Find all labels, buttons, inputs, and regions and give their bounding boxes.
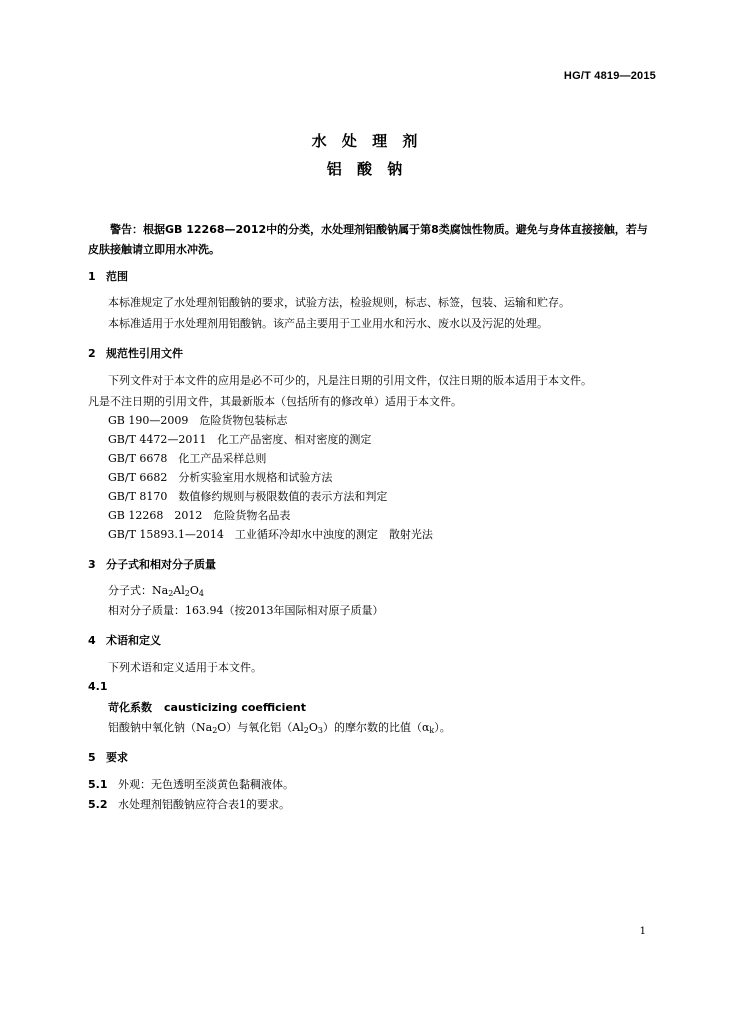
term-en: causticizing coefficient [164,701,306,714]
section-2-intro-1: 下列文件对于本文件的应用是必不可少的，凡是注日期的引用文件，仅注日期的版本适用于本文件。 [108,374,592,387]
reference-item: GB/T 15893.1—2014 工业循环冷却水中浊度的测定 散射光法 [108,528,433,541]
title-line-2: 铝 酸 钠 [326,160,408,178]
reference-item: GB/T 6682 分析实验室用水规格和试验方法 [108,471,333,484]
clause-5-2 [88,796,290,812]
section-1-title: 范围 [106,270,128,283]
section-2-heading [88,345,183,361]
reference-item: GB/T 8170 数值修约规则与极限数值的表示方法和判定 [108,490,388,503]
formula-subscript: 4 [198,589,204,598]
section-5-number: 5 [88,751,96,764]
formula-part: Al [173,584,185,597]
formula-part: Na [152,584,169,597]
clause-5-1-text: 外观：无色透明至淡黄色黏稠液体。 [118,778,294,791]
section-1-paragraph-1: 本标准规定了水处理剂铝酸钠的要求，试验方法，检验规则，标志、标签，包装、运输和贮存。 [108,296,570,309]
formula-subscript: 2 [168,589,174,598]
section-3-heading [88,556,216,572]
term-definition [108,719,451,735]
definition-part: ）。 [434,721,451,734]
section-2-intro-2: 凡是不注日期的引用文件，其最新版本（包括所有的修改单）适用于本文件。 [88,395,462,408]
definition-subscript: 2 [212,726,218,735]
standard-code: HG/T 4819—2015 [563,70,656,82]
clause-5-1-number: 5.1 [88,778,108,791]
section-2-title: 规范性引用文件 [106,347,183,360]
definition-part: O [308,721,318,734]
definition-subscript: 2 [303,726,309,735]
definition-part: O）与氧化铝（Al [217,721,304,734]
section-4-number: 4 [88,634,96,647]
page-number: 1 [639,926,646,937]
molecular-mass: 相对分子质量：163.94（按2013年国际相对原子质量） [108,604,384,617]
section-2-number: 2 [88,347,96,360]
section-1-number: 1 [88,270,96,283]
section-3-number: 3 [88,558,96,571]
reference-item: GB 190—2009 危险货物包装标志 [108,414,288,427]
section-4-intro: 下列术语和定义适用于本文件。 [108,661,262,674]
definition-part: 铝酸钠中氧化钠（Na [108,721,213,734]
section-1-heading [88,268,128,284]
definition-subscript: 3 [317,726,323,735]
section-5-title: 要求 [106,751,128,764]
molecular-formula [108,582,204,598]
reference-item: GB 12268 2012 危险货物名品表 [108,509,291,522]
clause-5-1 [88,776,294,792]
section-1-paragraph-2: 本标准适用于水处理剂用铝酸钠。该产品主要用于工业用水和污水、废水以及污泥的处理。 [108,317,548,330]
formula-subscript: 2 [184,589,190,598]
formula-part: O [189,584,199,597]
section-4-title: 术语和定义 [106,634,161,647]
reference-item: GB/T 4472—2011 化工产品密度、相对密度的测定 [108,433,372,446]
clause-5-2-number: 5.2 [88,798,108,811]
warning-paragraph: 警告：根据GB 12268—2012中的分类，水处理剂铝酸钠属于第8类腐蚀性物质。避免与身体直接接触，若与皮肤接触请立即用水冲洗。 [88,223,648,256]
definition-subscript: k [429,726,435,735]
term-heading [108,699,306,715]
term-cn: 苛化系数 [108,701,152,714]
formula-label: 分子式： [108,584,152,597]
definition-part: ）的摩尔数的比值（α [322,721,430,734]
title-line-1: 水 处 理 剂 [311,132,423,150]
reference-item: GB/T 6678 化工产品采样总则 [108,452,267,465]
section-3-title: 分子式和相对分子质量 [106,558,216,571]
section-5-heading [88,749,128,765]
subsection-4-1-number: 4.1 [88,680,108,693]
clause-5-2-text: 水处理剂铝酸钠应符合表1的要求。 [118,798,290,811]
section-4-heading [88,632,161,648]
